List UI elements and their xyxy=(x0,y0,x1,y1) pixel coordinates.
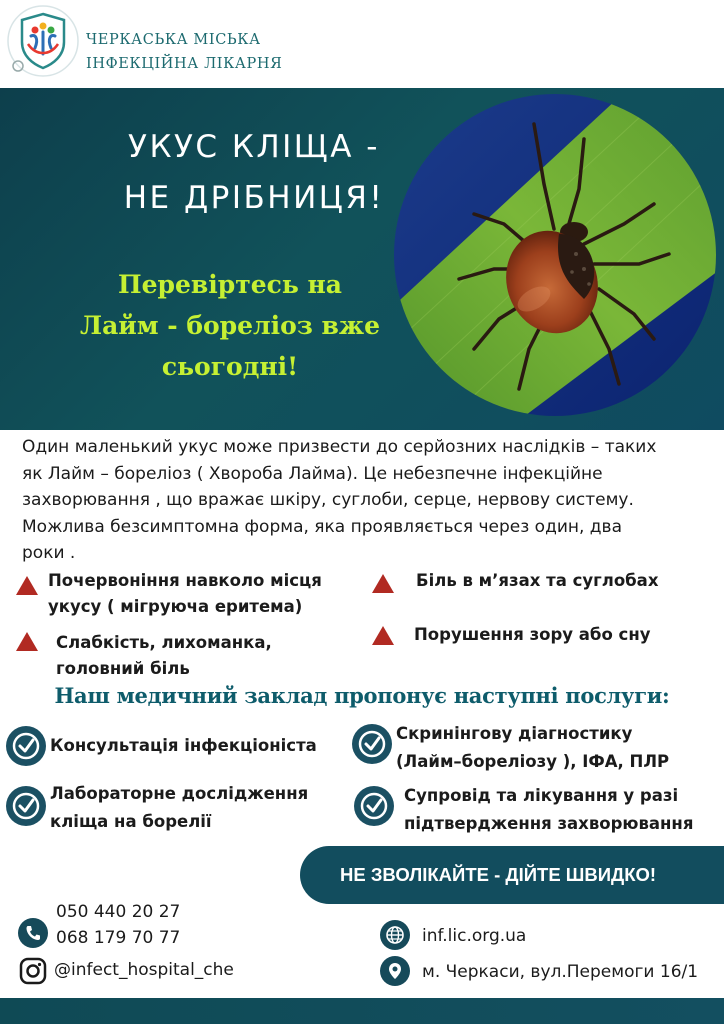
symptom-text: Слабкість, лихоманка, xyxy=(56,633,272,652)
symptom-item xyxy=(416,568,658,594)
instagram-icon xyxy=(18,956,48,986)
warning-triangle-icon xyxy=(372,626,394,645)
hero-subtitle-line1: Перевіртесь на xyxy=(117,270,343,299)
hero-title-line2: НЕ ДРІБНИЦЯ! xyxy=(123,180,385,216)
service-text: Скринінгову діагностику xyxy=(396,724,633,743)
phone-number-1[interactable]: 050 440 20 27 xyxy=(56,902,181,922)
hospital-name xyxy=(86,28,282,76)
phone-icon xyxy=(18,918,48,948)
symptom-item xyxy=(56,630,272,682)
service-text: Лабораторне дослідження xyxy=(50,784,309,803)
tick-on-leaf-photo xyxy=(394,94,716,416)
services-title: Наш медичний заклад пропонує наступні послуги: xyxy=(54,683,670,708)
intro-line: як Лайм – бореліоз ( Хвороба Лайма). Це небезпечне інфекційне xyxy=(22,463,603,484)
hero-title-line1: УКУС КЛІЩА - xyxy=(128,129,380,165)
service-item xyxy=(50,732,317,760)
hospital-logo xyxy=(6,4,80,78)
service-item xyxy=(396,720,669,776)
hero-title xyxy=(96,122,412,224)
hero-subtitle-line3: сьогодні! xyxy=(161,352,299,381)
intro-line: роки . xyxy=(22,543,76,563)
footer-bar xyxy=(0,998,724,1024)
symptom-item xyxy=(48,568,322,620)
symptom-text: Почервоніння навколо місця xyxy=(48,571,322,590)
hospital-name-line2: ІНФЕКЦІЙНА ЛІКАРНЯ xyxy=(86,56,283,72)
symptom-item xyxy=(414,622,650,648)
service-text: Консультація інфекціоніста xyxy=(50,736,317,755)
intro-line: Один маленький укус може призвести до серйозних наслідків – таких xyxy=(22,437,657,457)
instagram-handle[interactable]: @infect_hospital_che xyxy=(54,960,234,980)
warning-triangle-icon xyxy=(16,576,38,595)
symptom-text: головний біль xyxy=(56,659,190,678)
hero-subtitle xyxy=(58,264,402,387)
symptom-text: Порушення зору або сну xyxy=(414,625,651,644)
service-text: кліща на борелії xyxy=(50,812,212,831)
service-text: (Лайм–бореліозу ), ІФА, ПЛР xyxy=(396,752,670,771)
check-circle-icon xyxy=(354,786,394,826)
service-text: підтвердження захворювання xyxy=(404,814,694,833)
hero-subtitle-line2: Лайм - бореліоз вже xyxy=(79,311,381,340)
globe-icon xyxy=(380,920,410,950)
service-text: Супровід та лікування у разі xyxy=(404,786,679,805)
service-item xyxy=(50,780,308,836)
service-item xyxy=(404,782,693,838)
warning-triangle-icon xyxy=(372,574,394,593)
hospital-name-line1: ЧЕРКАСЬКА МІСЬКА xyxy=(86,32,261,48)
website-link[interactable]: inf.lic.org.ua xyxy=(422,926,527,946)
intro-line: захворювання , що вражає шкіру, суглоби, серце, нервову систему. xyxy=(22,490,634,510)
symptom-text: укусу ( мігруюча еритема) xyxy=(48,597,303,616)
check-circle-icon xyxy=(6,786,46,826)
location-pin-icon xyxy=(380,956,410,986)
check-circle-icon xyxy=(352,724,392,764)
address-text: м. Черкаси, вул.Перемоги 16/1 xyxy=(422,962,699,982)
call-to-action-banner xyxy=(300,846,724,904)
symptom-text: Біль в м’язах та суглобах xyxy=(416,571,659,590)
warning-triangle-icon xyxy=(16,632,38,651)
intro-line: Можлива безсимптомна форма, яка проявляється через один, два xyxy=(22,516,622,537)
check-circle-icon xyxy=(6,726,46,766)
call-to-action-text: НЕ ЗВОЛІКАЙТЕ - ДІЙТЕ ШВИДКО! xyxy=(340,864,657,885)
phone-number-2[interactable]: 068 179 70 77 xyxy=(56,928,181,948)
hero-banner xyxy=(0,88,724,430)
intro-paragraph xyxy=(22,434,712,567)
